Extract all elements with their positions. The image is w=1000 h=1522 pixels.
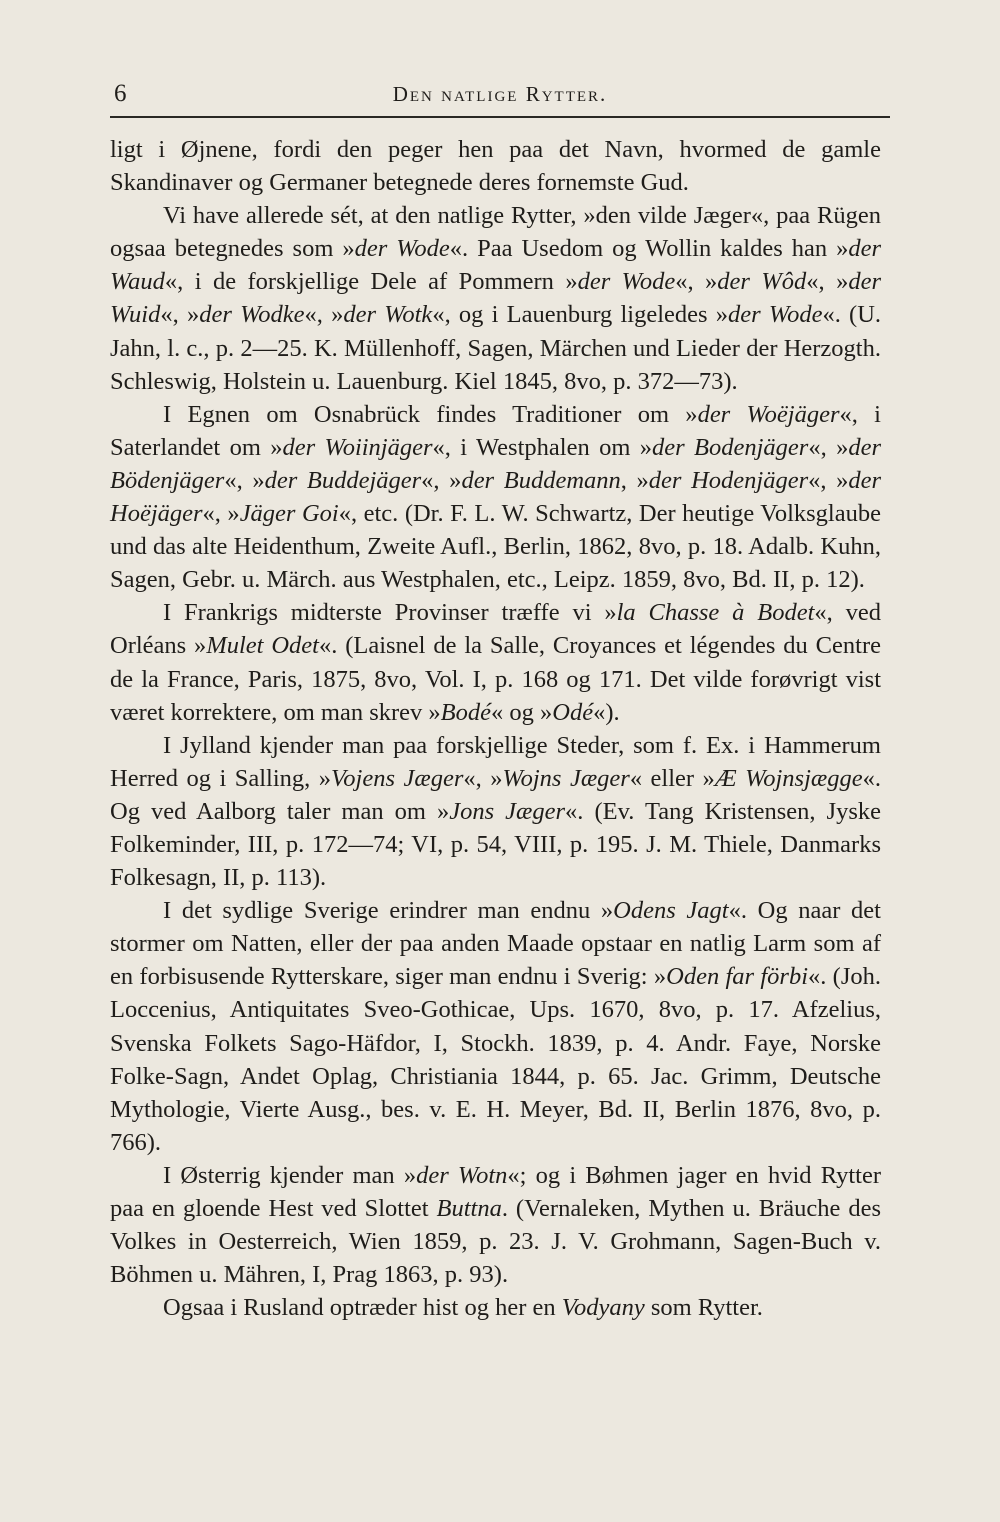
text-run: «. Og ved Aalborg taler man om » [110, 764, 881, 825]
header-rule [110, 116, 890, 118]
italic-term: der Bodenjäger [652, 433, 809, 461]
text-run: «. (Ev. Tang Kristensen, Jyske Folkeminder, III, p. 172—74; VI, p. 54, VIII, p. 195. J. M. Thiele, Danmarks Folkesagn, II, p. 113). [110, 797, 881, 892]
italic-term: der Wodke [199, 301, 305, 329]
text-run: «, etc. (Dr. F. L. W. Schwartz, Der heutige Volksglaube und das alte Heidenthum, Zweite Aufl., Berlin, 1862, 8vo, p. 18. Adalb. Kuhn, Sagen, Gebr. u. Märch. aus Westphalen, etc., Leipz. 1859, 8vo, Bd. II, p. 12). [110, 500, 881, 594]
italic-term: Bodé [440, 698, 491, 726]
text-run: «, i Westphalen om » [432, 433, 652, 461]
italic-term: der Wotk [343, 301, 433, 329]
text-run: , » [620, 466, 649, 494]
italic-term: Æ Wojnsjægge [714, 764, 863, 792]
italic-term: Vojens Jæger [331, 764, 464, 792]
running-title: Den natlige Rytter. [392, 82, 608, 106]
text-run: «, i Saterlandet om » [110, 400, 881, 461]
italic-term: der Bödenjäger [110, 433, 882, 494]
italic-term: der Hoëjäger [110, 466, 882, 528]
italic-term: Odé [552, 698, 594, 726]
paragraph [110, 1159, 881, 1291]
text-run: Vi have allerede sét, at den natlige Rytter, »den vilde Jæger«, paa Rügen ogsaa betegnedes som » [110, 202, 881, 263]
text-run: «, » [806, 268, 849, 296]
italic-term: Jäger Goi [239, 500, 339, 528]
text-run: «, » [160, 301, 200, 329]
italic-term: der Wotn [416, 1161, 508, 1189]
text-run: I Jylland kjender man paa forskjellige Steder, som f. Ex. i Hammerum Herred og i Salling, » [110, 731, 881, 792]
text-run: «, » [808, 466, 849, 494]
italic-term: Mulet Odet [206, 632, 319, 660]
italic-term: der Buddejäger [264, 466, 422, 494]
italic-term: Odens Jagt [613, 897, 729, 925]
text-run: I Frankrigs midterste Provinser træffe vi » [163, 599, 617, 627]
text-run: «, ved Orléans » [110, 599, 882, 660]
text-run: som Rytter. [644, 1294, 763, 1322]
italic-term: der Woëjäger [697, 400, 840, 428]
text-run: «, i de forskjellige Dele af Pommern » [164, 268, 578, 296]
text-run: I Egnen om Osnabrück findes Traditioner om » [163, 400, 698, 428]
text-run: Ogsaa i Rusland optræder hist og her en [163, 1294, 562, 1322]
text-run: «; og i Bøhmen jager en hvid Rytter paa en gloende Hest ved Slottet [110, 1161, 881, 1222]
text-run: . (Vernaleken, Mythen u. Bräuche des Volkes in Oesterreich, Wien 1859, p. 23. J. V. Grohmann, Sagen-Buch v. Böhmen u. Mähren, I, Prag 1863, p. 93). [110, 1195, 881, 1289]
italic-term: der Wuid [110, 268, 882, 329]
page-number: 6 [114, 80, 127, 107]
text-run: «. (U. Jahn, l. c., p. 2—25. K. Müllenhoff, Sagen, Märchen und Lieder der Herzogth. Schleswig, Holstein u. Lauenburg. Kiel 1845, 8vo, p. 372—73). [110, 301, 882, 395]
italic-term: der Wôd [717, 268, 807, 296]
italic-term: Jons Jæger [449, 797, 566, 825]
text-run: « og » [491, 698, 553, 726]
italic-term: der Woiinjäger [282, 433, 433, 461]
text-run: «, » [463, 764, 503, 792]
italic-term: der Waud [110, 235, 882, 296]
text-run: «, og i Lauenburg ligeledes » [432, 301, 729, 329]
text-run: «, » [675, 268, 718, 296]
text-run: «, » [224, 466, 265, 494]
paragraph [110, 894, 881, 1159]
italic-term: la Chasse à Bodet [616, 599, 815, 627]
italic-term: Oden far förbi [666, 963, 809, 991]
page-header [110, 78, 890, 112]
text-run: «, » [304, 301, 344, 329]
text-run: «. (Joh. Loccenius, Antiquitates Sveo-Gothicae, Ups. 1670, 8vo, p. 17. Afzelius, Svenska Folkets Sago-Häfdor, I, Stockh. 1839, p. 4. Andr. Faye, Norske Folke-Sagn, Andet Oplag, Christiania 1844, p. 65. Jac. Grimm, Deutsche Mythologie, Vierte Ausg., bes. v. E. H. Meyer, Bd. II, Berlin 1876, 8vo, p. 766). [110, 963, 881, 1156]
text-run: «. Paa Usedom og Wollin kaldes han » [449, 235, 849, 263]
paragraph [110, 398, 881, 597]
text-run: «). [593, 698, 620, 726]
italic-term: Vodyany [561, 1294, 645, 1322]
text-run: «. Og naar det stormer om Natten, eller der paa anden Maade opstaar en natlig Larm som af en forbisusende Rytterskare, siger man endnu i Sverig: » [110, 897, 881, 991]
text-run: ligt i Øjnene, fordi den peger hen paa det Navn, hvormed de gamle Skandinaver og Germaner betegnede deres fornemste Gud. [110, 136, 881, 197]
paragraph [110, 199, 881, 398]
paragraph [110, 133, 881, 199]
body-text [110, 133, 881, 1324]
text-run: «, » [202, 500, 240, 528]
italic-term: der Buddemann [461, 466, 621, 494]
text-run: «, » [808, 433, 849, 461]
paragraph [110, 596, 881, 728]
text-run: «, » [421, 466, 462, 494]
italic-term: Buttna [436, 1195, 502, 1222]
italic-term: der Wode [728, 301, 823, 329]
text-run: « eller » [629, 764, 715, 792]
italic-term: der Wode [577, 268, 676, 296]
italic-term: der Hodenjäger [648, 466, 809, 494]
paragraph [110, 1291, 881, 1324]
text-run: «. (Laisnel de la Salle, Croyances et légendes du Centre de la France, Paris, 1875, 8vo, Vol. I, p. 168 og 171. Det vilde forøvrigt vist været korrektere, om man skrev » [110, 632, 881, 726]
italic-term: Wojns Jæger [502, 764, 630, 792]
text-run: I Østerrig kjender man » [163, 1161, 417, 1189]
italic-term: der Wode [354, 235, 450, 263]
paragraph [110, 729, 881, 894]
text-run: I det sydlige Sverige erindrer man endnu » [163, 897, 614, 925]
